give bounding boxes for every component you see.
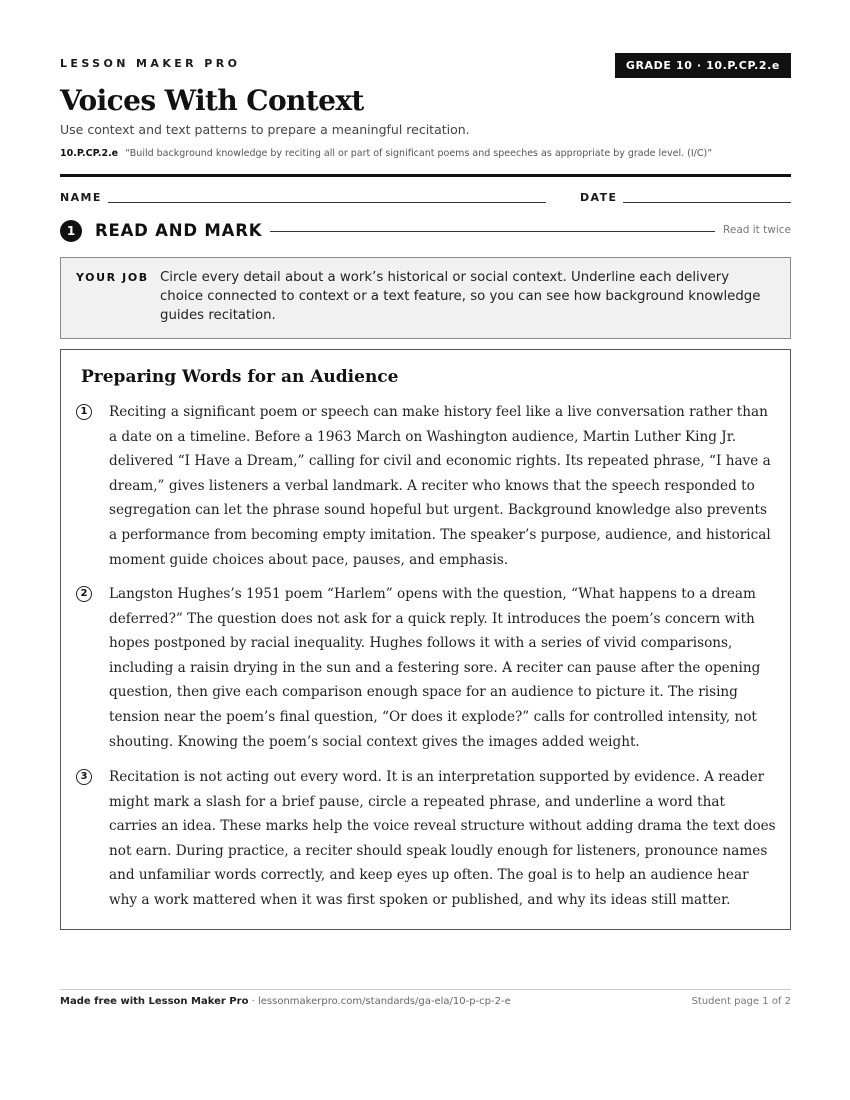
- passage-title: Preparing Words for an Audience: [81, 367, 399, 387]
- standard-text: “Build background knowledge by reciting all or part of significant poems and speeches as appropriate by grade level. (I/C)”: [125, 148, 713, 159]
- footer-credit: [60, 996, 511, 1007]
- footer-made-with: Made free with Lesson Maker Pro: [60, 996, 249, 1007]
- grade-badge: GRADE 10 · 10.P.CP.2.e: [615, 53, 791, 78]
- date-label: DATE: [580, 191, 618, 204]
- section-divider: [270, 231, 715, 232]
- page-title: Voices With Context: [60, 84, 364, 117]
- instructions-label: YOUR JOB: [76, 271, 149, 284]
- name-field[interactable]: [108, 202, 546, 203]
- paragraph-number-badge: 1: [76, 404, 92, 420]
- paragraph-number-badge: 3: [76, 769, 92, 785]
- worksheet-page: [60, 0, 791, 1100]
- date-field[interactable]: [623, 202, 791, 203]
- standard-code: 10.P.CP.2.e: [60, 148, 119, 159]
- paragraph-number-badge: 2: [76, 586, 92, 602]
- footer-url: · lessonmakerpro.com/standards/ga-ela/10-p-cp-2-e: [248, 996, 511, 1007]
- paragraph-text: Reciting a significant poem or speech can make history feel like a live conversation rather than a date on a timeline. Before a 1963 March on Washington audience, Martin Luther King Jr. delivered “I Have a Dream,” calling for civil and economic rights. Its repeated phrase, “I have a dream,” gives listeners a verbal landmark. A reciter who knows that the speech responded to segregation can let the phrase sound hopeful but urgent. Background knowledge also prevents a performance from becoming empty imitation. The speaker’s purpose, audience, and historical moment guide choices about pace, pauses, and emphasis.: [109, 404, 771, 568]
- instructions-text: Circle every detail about a work’s historical or social context. Underline each delivery choice connected to context or a text feature, so you can see how background knowledge guides recitation.: [160, 270, 761, 323]
- header-divider: [60, 174, 791, 177]
- paragraph-text: Recitation is not acting out every word. It is an interpretation supported by evidence. A reader might mark a slash for a brief pause, circle a repeated phrase, and underline a word that carries an idea. These marks help the voice reveal structure without adding drama the text does not earn. During practice, a reciter should speak loudly enough for listeners, pronounce names and unfamiliar words correctly, and keep eyes up often. The goal is to help an audience hear why a work mattered when it was first spoken or published, and why its ideas still matter.: [109, 769, 776, 908]
- section-number-badge: 1: [60, 220, 82, 242]
- section-title: READ AND MARK: [95, 221, 263, 240]
- instructions-box: [60, 257, 791, 339]
- section-note: Read it twice: [723, 224, 791, 236]
- page-subtitle: Use context and text patterns to prepare a meaningful recitation.: [60, 122, 470, 137]
- standard-statement: [60, 148, 712, 159]
- brand-name: LESSON MAKER PRO: [60, 57, 241, 70]
- reading-passage: [60, 349, 791, 930]
- name-label: NAME: [60, 191, 102, 204]
- passage-paragraph-3: [80, 765, 777, 913]
- paragraph-text: Langston Hughes’s 1951 poem “Harlem” opens with the question, “What happens to a dream deferred?” The question does not ask for a quick reply. It introduces the poem’s concern with hopes postponed by racial inequality. Hughes follows it with a series of vivid comparisons, including a raisin drying in the sun and a festering sore. A reciter can pause after the opening question, then give each comparison enough space for an audience to picture it. The rising tension near the poem’s final question, “Or does it explode?” calls for controlled intensity, not shouting. Knowing the poem’s social context gives the images added weight.: [109, 586, 761, 750]
- page-indicator: Student page 1 of 2: [691, 996, 791, 1007]
- footer-divider: [60, 989, 791, 990]
- passage-paragraph-2: [80, 582, 777, 754]
- passage-paragraph-1: [80, 400, 777, 572]
